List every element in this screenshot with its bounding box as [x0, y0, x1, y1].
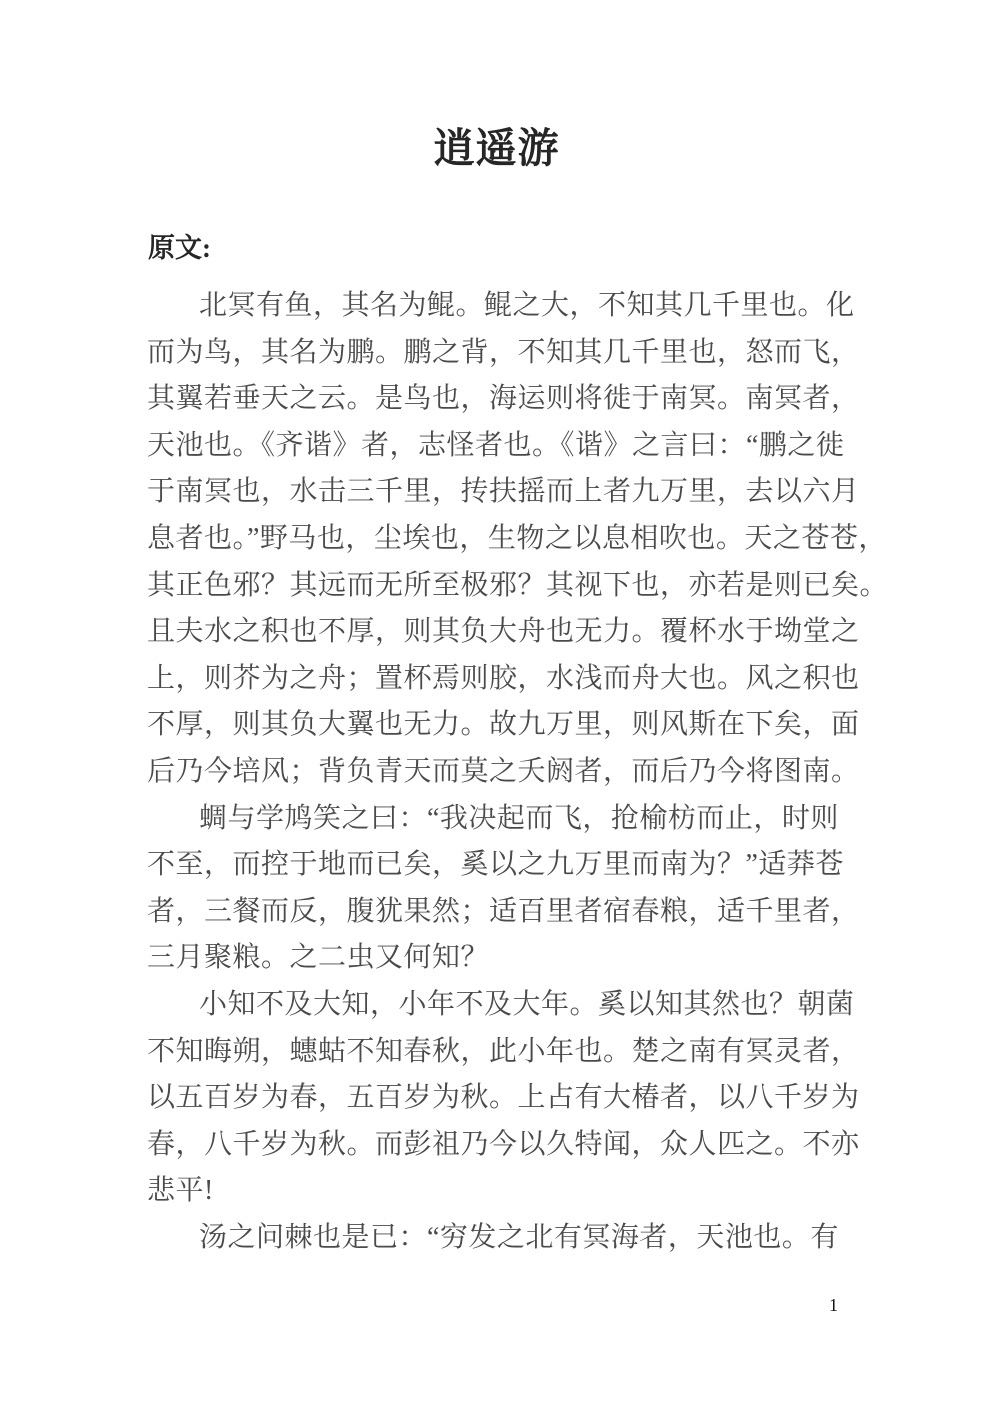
text-line: 后乃今培风；背负青天而莫之夭阏者，而后乃今将图南。	[147, 755, 860, 787]
text-line: 其翼若垂天之云。是鸟也，海运则将徙于南冥。南冥者，	[147, 383, 860, 415]
text-line: 蜩与学鸠笑之曰：“我决起而飞，抢榆枋而止，时则	[199, 802, 839, 834]
text-line: 小知不及大知，小年不及大年。奚以知其然也？朝菌	[199, 988, 855, 1020]
text-line: 不至，而控于地而已矣，奚以之九万里而南为？”适莽苍	[147, 849, 844, 881]
text-line: 上，则芥为之舟；置杯焉则胶，水浅而舟大也。风之积也	[147, 662, 860, 694]
text-line: 汤之问棘也是已：“穷发之北有冥海者，天池也。有	[199, 1221, 839, 1253]
text-line: 而为鸟，其名为鹏。鹏之背，不知其几千里也，怒而飞，	[147, 336, 860, 368]
text-line: 不厚，则其负大翼也无力。故九万里，则风斯在下矣，面	[147, 709, 860, 741]
section-label-original-text: 原文:	[148, 233, 211, 263]
text-line: 且夫水之积也不厚，则其负大舟也无力。覆杯水于坳堂之	[147, 616, 860, 648]
text-line: 春，八千岁为秋。而彭祖乃今以久特闻，众人匹之。不亦	[147, 1128, 860, 1160]
page-number: 1	[829, 1295, 838, 1315]
text-line: 三月聚粮。之二虫又何知？	[147, 942, 490, 974]
text-line: 天池也。《齐谐》者，志怪者也。《谐》之言曰：“鹏之徙	[147, 429, 845, 461]
text-line: 不知晦朔，蟪蛄不知春秋，此小年也。楚之南有冥灵者，	[147, 1035, 860, 1067]
text-line: 以五百岁为春，五百岁为秋。上占有大椿者，以八千岁为	[147, 1082, 860, 1114]
text-line: 者，三餐而反，腹犹果然；适百里者宿春粮，适千里者，	[147, 895, 860, 927]
text-line: 其正色邪？其远而无所至极邪？其视下也，亦若是则已矣。	[147, 569, 889, 601]
text-line: 北冥有鱼，其名为鲲。鲲之大，不知其几千里也。化	[199, 290, 855, 321]
text-line: 悲平!	[147, 1175, 214, 1207]
text-line: 于南冥也，水击三千里，抟扶摇而上者九万里，去以六月	[147, 476, 860, 508]
document-title: 逍遥游	[433, 125, 560, 171]
document-body	[147, 283, 889, 1261]
text-line: 息者也。”野马也，尘埃也，生物之以息相吹也。天之苍苍，	[147, 522, 887, 554]
